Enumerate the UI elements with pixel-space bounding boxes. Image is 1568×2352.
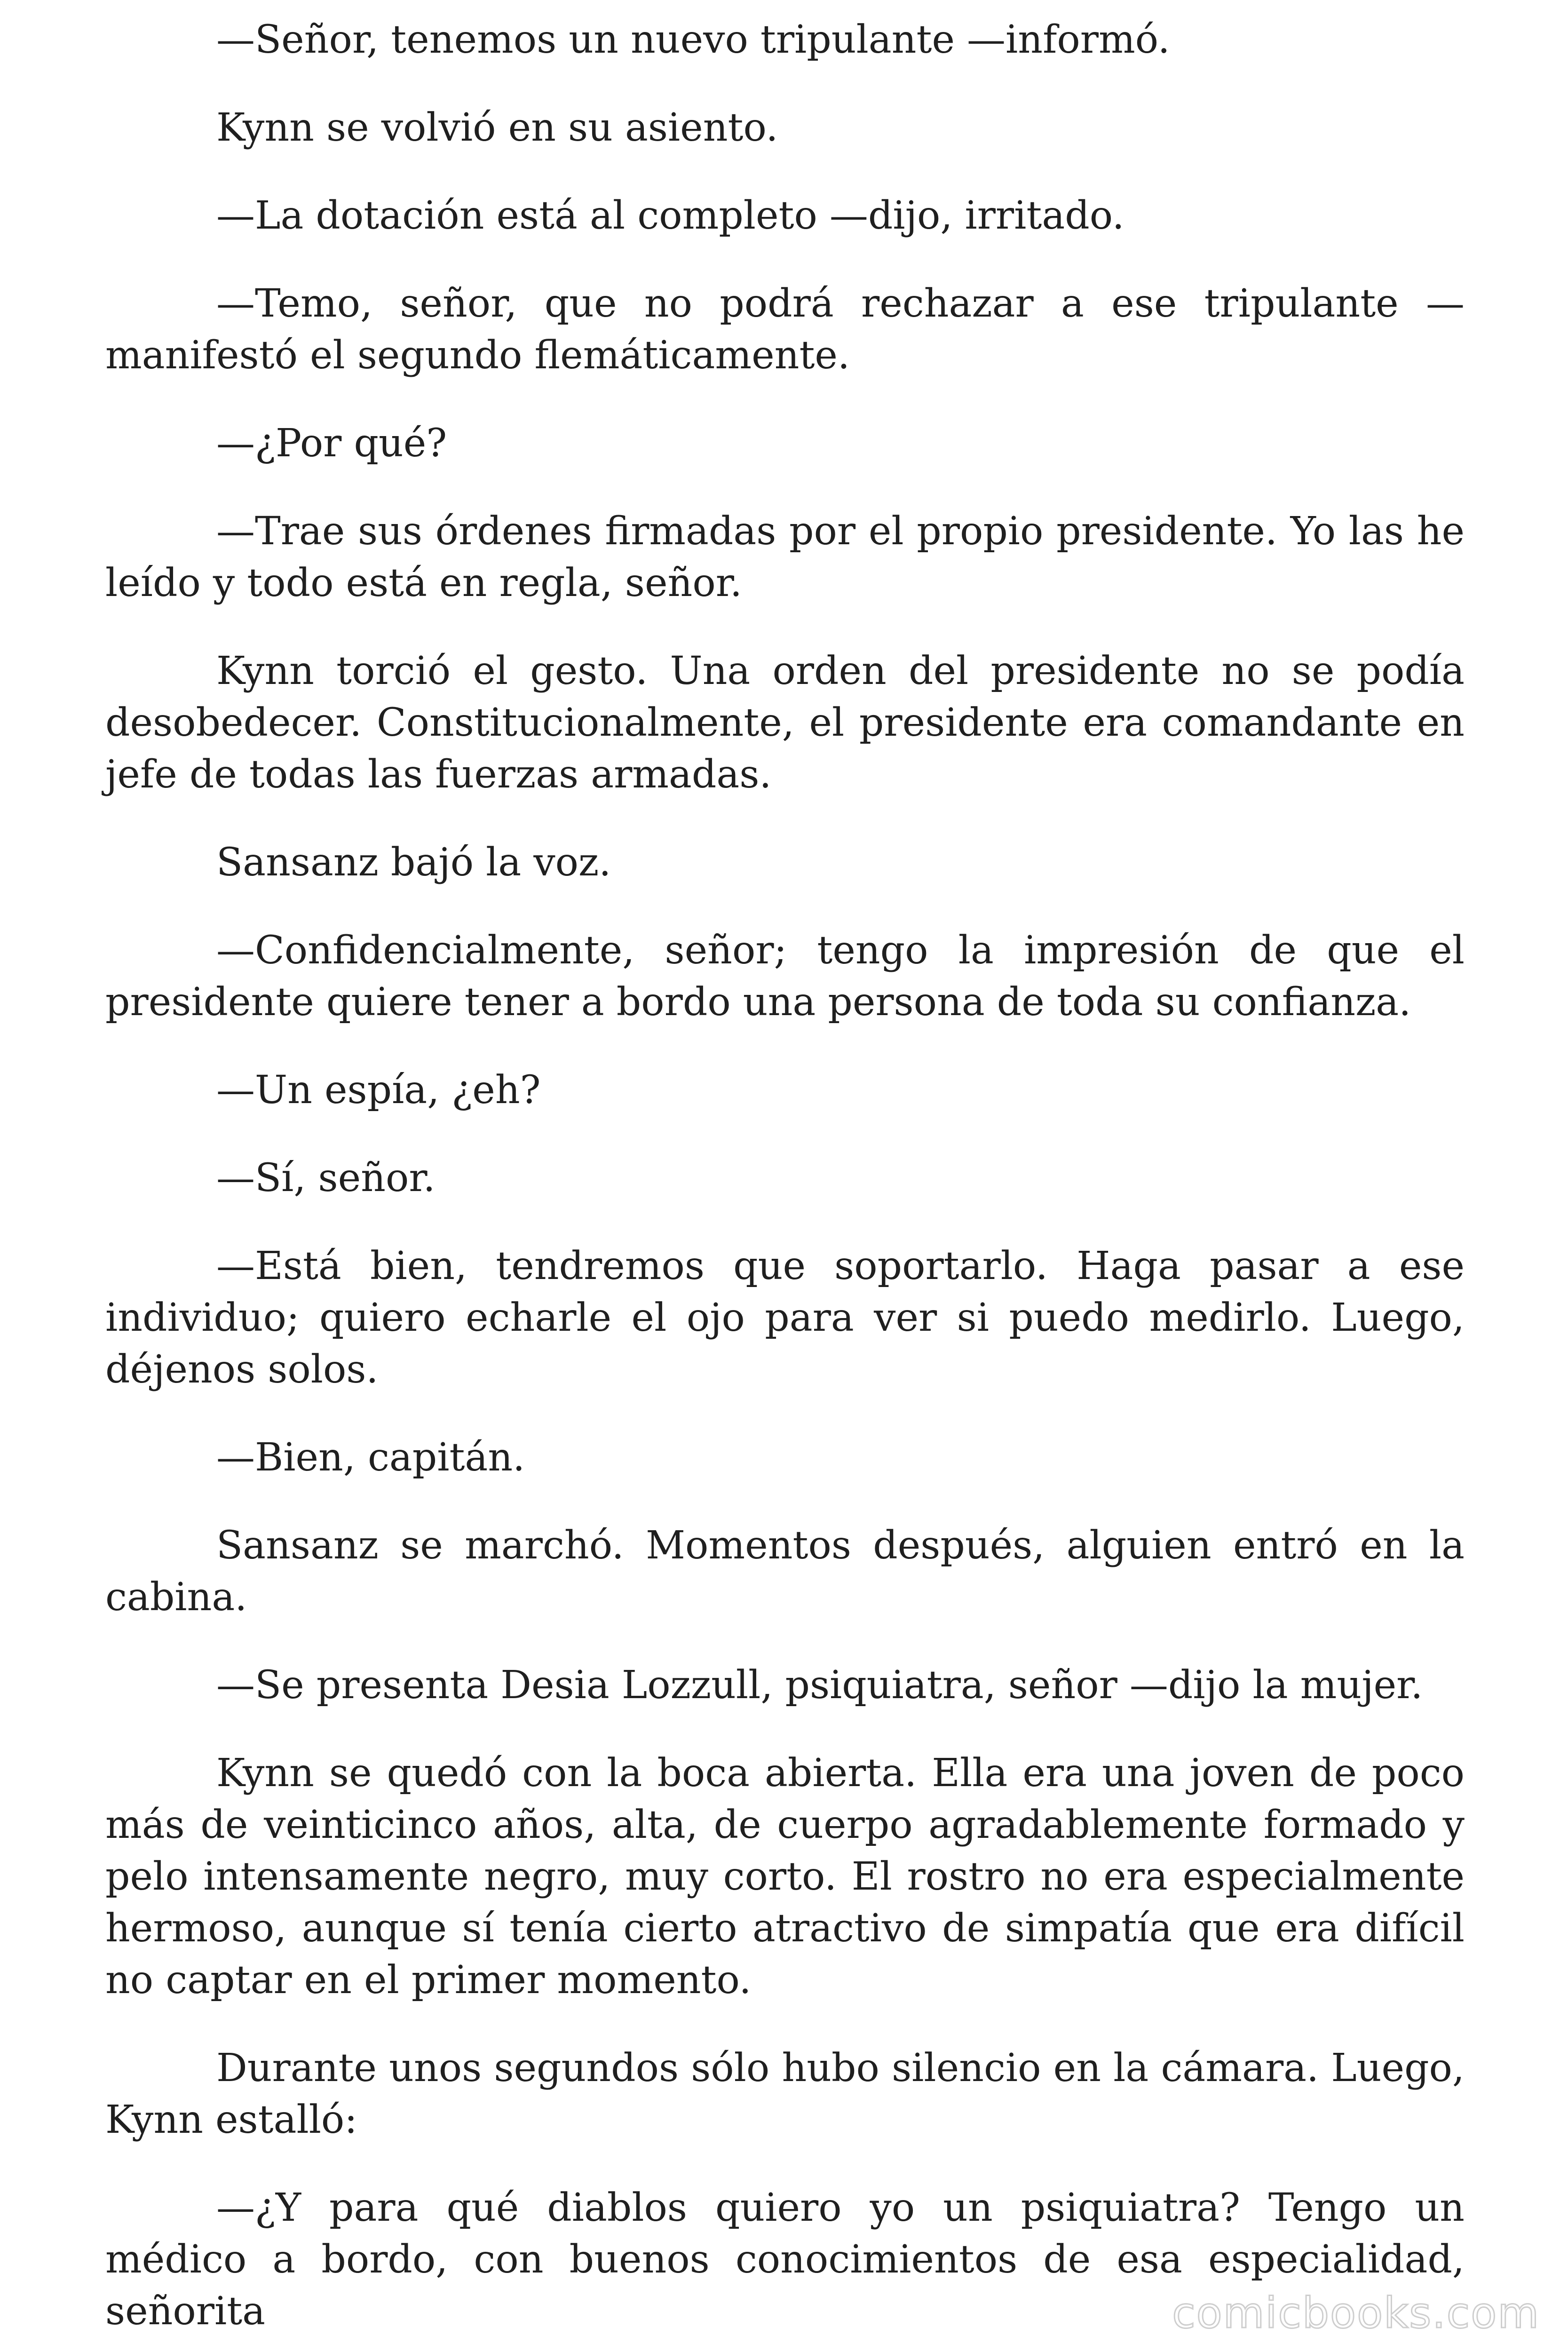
- paragraph: —Sí, señor.: [216, 1156, 436, 1200]
- paragraph: —Señor, tenemos un nuevo tripulante —informó.: [216, 17, 1170, 62]
- paragraph: —¿Por qué?: [216, 421, 447, 466]
- watermark: comicbooks.com: [1172, 2288, 1540, 2338]
- paragraph: —Trae sus órdenes firmadas por el propio presidente. Yo las he leído y todo está en regla, señor.: [105, 509, 1465, 605]
- paragraph: Kynn torció el gesto. Una orden del presidente no se podía desobedecer. Constitucionalmente, el presidente era comandante en jefe de todas las fuerzas armadas.: [105, 649, 1465, 797]
- paragraph: —Un espía, ¿eh?: [216, 1068, 541, 1112]
- paragraph: —Confidencialmente, señor; tengo la impresión de que el presidente quiere tener a bordo una persona de toda su confianza.: [105, 928, 1465, 1025]
- paragraph: —Se presenta Desia Lozzull, psiquiatra, señor —dijo la mujer.: [216, 1663, 1423, 1708]
- paragraph: Sansanz bajó la voz.: [216, 840, 611, 885]
- paragraph: —La dotación está al completo —dijo, irritado.: [216, 193, 1125, 238]
- paragraph: —Bien, capitán.: [216, 1435, 525, 1480]
- book-page: [105, 14, 1465, 2352]
- paragraph: Kynn se quedó con la boca abierta. Ella era una joven de poco más de veinticinco años, alta, de cuerpo agradablemente formado y pelo intensamente negro, muy corto. El rostro no era especialmente hermoso, aunque sí tenía cierto atractivo de simpatía que era difícil no captar en el primer momento.: [105, 1751, 1465, 2002]
- paragraph: Sansanz se marchó. Momentos después, alguien entró en la cabina.: [105, 1523, 1465, 1620]
- paragraph: Kynn se volvió en su asiento.: [216, 105, 778, 150]
- paragraph: Durante unos segundos sólo hubo silencio en la cámara. Luego, Kynn estalló:: [105, 2046, 1465, 2142]
- paragraph: —Temo, señor, que no podrá rechazar a ese tripulante —manifestó el segundo flemáticamente.: [105, 281, 1465, 378]
- paragraph: —¿Y para qué diablos quiero yo un psiquiatra? Tengo un médico a bordo, con buenos conocimientos de esa especialidad, señorita: [105, 2185, 1465, 2334]
- paragraph: —Está bien, tendremos que soportarlo. Haga pasar a ese individuo; quiero echarle el ojo para ver si puedo medirlo. Luego, déjenos solos.: [105, 1244, 1465, 1392]
